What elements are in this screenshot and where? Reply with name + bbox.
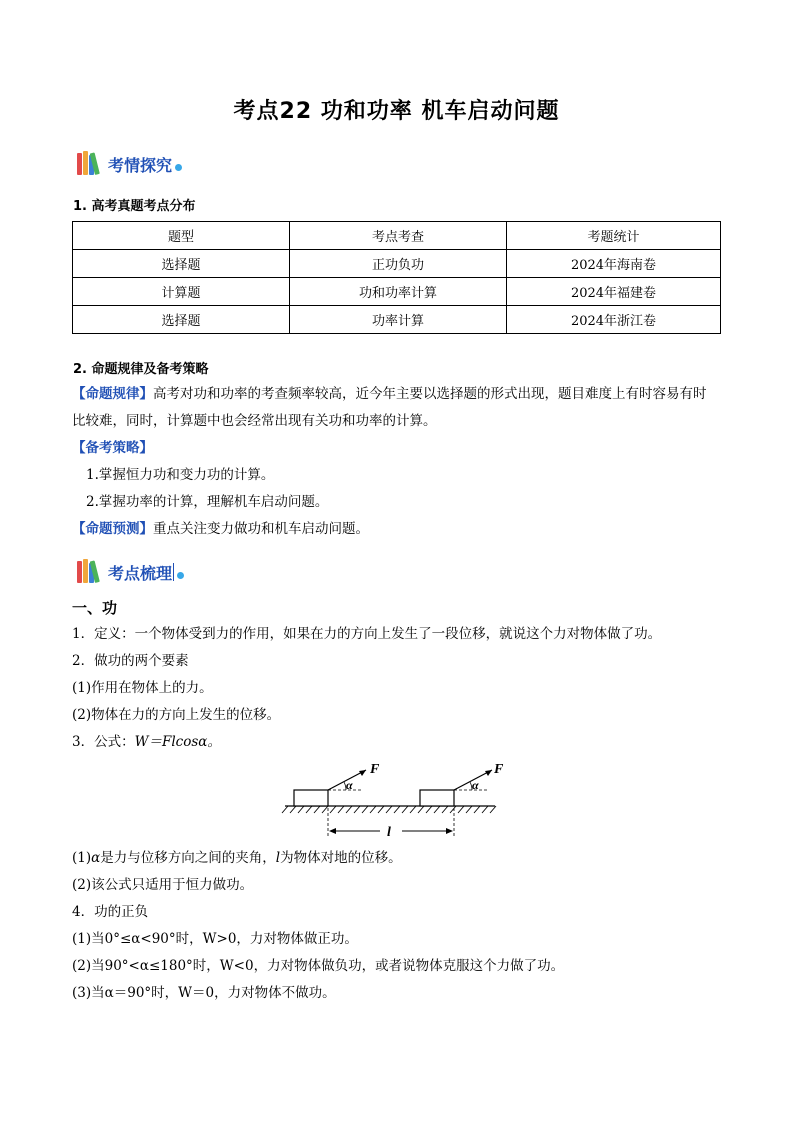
block-start — [294, 790, 328, 806]
law-paragraph — [72, 381, 722, 435]
work-factors-heading: 2．做功的两个要素 — [72, 653, 189, 669]
bullet-dot-icon — [177, 572, 184, 579]
work-formula-line — [72, 729, 221, 756]
table-cell: 2024年浙江卷 — [507, 306, 721, 334]
displacement-label: l — [387, 825, 391, 840]
books-icon — [76, 151, 106, 177]
block-end — [420, 790, 454, 806]
formula-text: W＝Flcosα。 — [134, 734, 221, 750]
note-middle: 是力与位移方向之间的夹角， — [100, 850, 276, 866]
work-heading: 一、功 — [72, 599, 118, 617]
note-prefix: (1) — [72, 850, 92, 866]
sign-heading: 4．功的正负 — [72, 904, 149, 920]
section-label: 考情探究 — [108, 155, 173, 175]
prep-tag: 【备考策略】 — [72, 440, 153, 456]
bullet-dot-icon — [175, 164, 182, 171]
prediction-paragraph — [72, 516, 369, 543]
text-cursor — [173, 563, 174, 581]
table-cell: 功和功率计算 — [290, 278, 507, 306]
table-row — [73, 306, 721, 334]
section-header-exam-analysis — [76, 150, 182, 178]
prep-item-1: 1.掌握恒力功和变力功的计算。 — [86, 467, 275, 483]
work-definition: 1．定义：一个物体受到力的作用，如果在力的方向上发生了一段位移，就说这个力对物体做了功。 — [72, 626, 662, 642]
table-header-cell: 考点考查 — [290, 222, 507, 250]
sign-case-1: (1)当0°≤α<90°时，W>0，力对物体做正功。 — [72, 931, 358, 947]
formula-note-1 — [72, 845, 402, 872]
note-l: l — [275, 850, 281, 866]
work-factor-2: (2)物体在力的方向上发生的位移。 — [72, 707, 281, 723]
table-cell: 功率计算 — [290, 306, 507, 334]
prediction-tag: 【命题预测】 — [72, 521, 153, 537]
table-cell: 2024年福建卷 — [507, 278, 721, 306]
distribution-table — [72, 221, 721, 334]
note-suffix: 为物体对地的位移。 — [280, 850, 402, 866]
angle-label: α — [346, 778, 353, 792]
table-cell: 选择题 — [73, 306, 290, 334]
distribution-heading: 1. 高考真题考点分布 — [73, 199, 196, 214]
table-row — [73, 278, 721, 306]
law-text-line1: 高考对功和功率的考查频率较高，近今年主要以选择题的形式出现，题目难度上有时容易有时 — [153, 386, 707, 402]
section-label: 考点梳理 — [108, 563, 173, 583]
formula-note-2: (2)该公式只适用于恒力做功。 — [72, 877, 254, 893]
table-cell: 2024年海南卷 — [507, 250, 721, 278]
prediction-text: 重点关注变力做功和机车启动问题。 — [153, 521, 369, 537]
table-header-cell: 题型 — [73, 222, 290, 250]
table-cell: 选择题 — [73, 250, 290, 278]
note-alpha: α — [91, 850, 101, 866]
formula-label: 3．公式： — [72, 734, 135, 750]
sign-case-2: (2)当90°<α≤180°时，W<0，力对物体做负功，或者说物体克服这个力做了功。 — [72, 958, 565, 974]
force-label: F — [370, 762, 380, 777]
force-label: F — [494, 762, 504, 777]
strategy-heading: 2. 命题规律及备考策略 — [73, 362, 209, 377]
law-text-line2: 比较难，同时，计算题中也会经常出现有关功和功率的计算。 — [72, 413, 437, 429]
books-icon — [76, 559, 106, 585]
page-title: 考点22 功和功率 机车启动问题 — [233, 99, 560, 124]
table-header-cell: 考题统计 — [507, 222, 721, 250]
work-factor-1: (1)作用在物体上的力。 — [72, 680, 213, 696]
table-cell: 正功负功 — [290, 250, 507, 278]
work-displacement-figure — [280, 758, 504, 842]
angle-label: α — [472, 778, 479, 792]
law-tag: 【命题规律】 — [72, 386, 153, 402]
table-cell: 计算题 — [73, 278, 290, 306]
section-header-key-points — [76, 558, 184, 586]
prep-item-2: 2.掌握功率的计算，理解机车启动问题。 — [86, 494, 329, 510]
ground-hatching — [282, 806, 496, 813]
distribution-table-wrap — [72, 221, 721, 334]
sign-case-3: (3)当α＝90°时，W＝0，力对物体不做功。 — [72, 985, 336, 1001]
table-header-row — [73, 222, 721, 250]
table-row — [73, 250, 721, 278]
